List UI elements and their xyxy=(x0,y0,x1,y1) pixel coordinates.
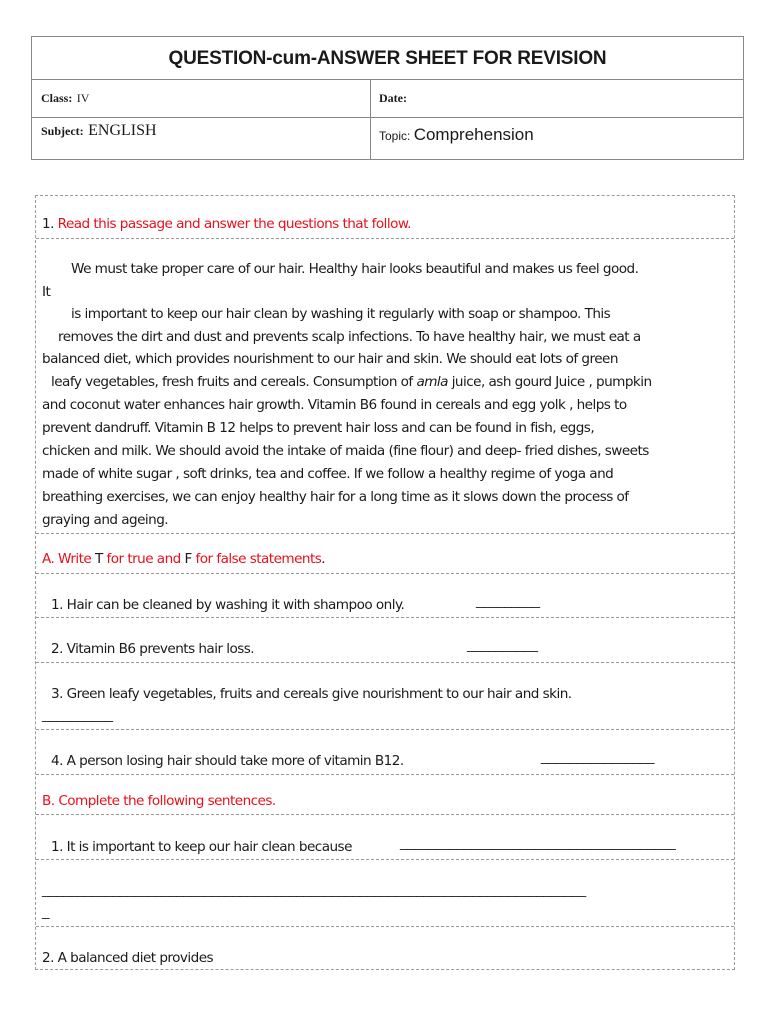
class-cell xyxy=(32,79,371,117)
header-row-subject-topic xyxy=(32,117,743,159)
passage-text: juice, ash gourd Juice , pumpkin xyxy=(447,374,652,390)
complete-sentence-1: 1. It is important to keep our hair clean because xyxy=(51,839,352,855)
true-false-statement-3: 3. Green leafy vegetables, fruits and cereals give nourishment to our hair and skin. xyxy=(51,686,572,702)
passage-line: removes the dirt and dust and prevents scalp infections. To have healthy hair, we must eat a xyxy=(58,329,641,345)
passage-italic-word: amla xyxy=(416,374,448,390)
true-false-statement-1: 1. Hair can be cleaned by washing it with shampoo only. xyxy=(51,597,405,613)
passage-line: made of white sugar , soft drinks, tea and coffee. If we follow a healthy regime of yoga and xyxy=(42,466,614,482)
passage-line: It xyxy=(42,284,51,300)
class-label: Class: xyxy=(41,91,73,105)
divider xyxy=(36,774,734,775)
section-a-true-letter: T xyxy=(94,551,103,567)
answer-blank-long[interactable]: _____________________________________________________________________________ xyxy=(42,882,586,897)
answer-blank-1[interactable]: _________ xyxy=(476,593,540,608)
subject-value: ENGLISH xyxy=(88,122,157,139)
answer-blank-5[interactable]: _______________________________________ xyxy=(400,835,676,850)
answer-blank-tail: _ xyxy=(42,904,50,919)
divider xyxy=(36,533,734,534)
passage-line xyxy=(51,374,652,390)
section-b-heading: B. Complete the following sentences. xyxy=(42,793,276,809)
divider xyxy=(36,859,734,860)
answer-blank-4[interactable]: ________________ xyxy=(541,749,654,764)
passage-line: breathing exercises, we can enjoy healthy hair for a long time as it slows down the process of xyxy=(42,489,629,505)
question-instruction: Read this passage and answer the questions that follow. xyxy=(57,216,411,232)
divider xyxy=(36,238,734,239)
passage-line: graying and ageing. xyxy=(42,512,169,528)
passage-text: leafy vegetables, fresh fruits and cereals. Consumption of xyxy=(51,374,417,390)
question-1-heading xyxy=(42,216,411,232)
true-false-statement-2: 2. Vitamin B6 prevents hair loss. xyxy=(51,641,255,657)
class-field xyxy=(41,89,89,107)
answer-blank-2[interactable]: __________ xyxy=(467,637,538,652)
divider xyxy=(36,662,734,663)
answer-blank-3[interactable]: __________ xyxy=(42,707,113,722)
true-false-statement-4: 4. A person losing hair should take more of vitamin B12. xyxy=(51,753,404,769)
subject-cell xyxy=(32,117,371,159)
passage-line: chicken and milk. We should avoid the intake of maida (fine flour) and deep- fried dishes, sweets xyxy=(42,443,649,459)
section-a-heading xyxy=(42,551,325,567)
divider xyxy=(36,814,734,815)
section-a-mid: for true and xyxy=(102,551,185,567)
divider xyxy=(36,617,734,618)
subject-label: Subject: xyxy=(41,124,84,138)
header-row-class-date xyxy=(32,79,743,118)
section-a-suffix: for false statements xyxy=(191,551,322,567)
date-label: Date: xyxy=(379,91,407,105)
question-number: 1. xyxy=(42,216,54,232)
topic-value: Comprehension xyxy=(413,125,534,144)
topic-cell xyxy=(371,117,743,159)
divider xyxy=(36,729,734,730)
divider xyxy=(36,573,734,574)
section-a-period: . xyxy=(321,551,326,567)
passage-line: balanced diet, which provides nourishment to our hair and skin. We should eat lots of green xyxy=(42,351,618,367)
section-a-prefix: A. Write xyxy=(42,551,95,567)
section-a-false-letter: F xyxy=(184,551,192,567)
topic-field xyxy=(379,125,534,145)
subject-field xyxy=(41,122,157,140)
header-table xyxy=(31,36,744,160)
class-value: IV xyxy=(76,91,90,105)
complete-sentence-2: 2. A balanced diet provides xyxy=(42,950,214,966)
passage-line: prevent dandruff. Vitamin B 12 helps to prevent hair loss and can be found in fish, eggs, xyxy=(42,420,595,436)
date-cell xyxy=(371,79,743,117)
passage-line: is important to keep our hair clean by washing it regularly with soap or shampoo. This xyxy=(71,306,611,322)
passage-line: We must take proper care of our hair. Healthy hair looks beautiful and makes us feel good. xyxy=(71,261,639,277)
topic-label: Topic: xyxy=(379,129,411,143)
sheet-title: QUESTION-cum-ANSWER SHEET FOR REVISION xyxy=(32,37,743,80)
passage-line: and coconut water enhances hair growth. Vitamin B6 found in cereals and egg yolk , helps to xyxy=(42,397,627,413)
divider xyxy=(36,926,734,927)
